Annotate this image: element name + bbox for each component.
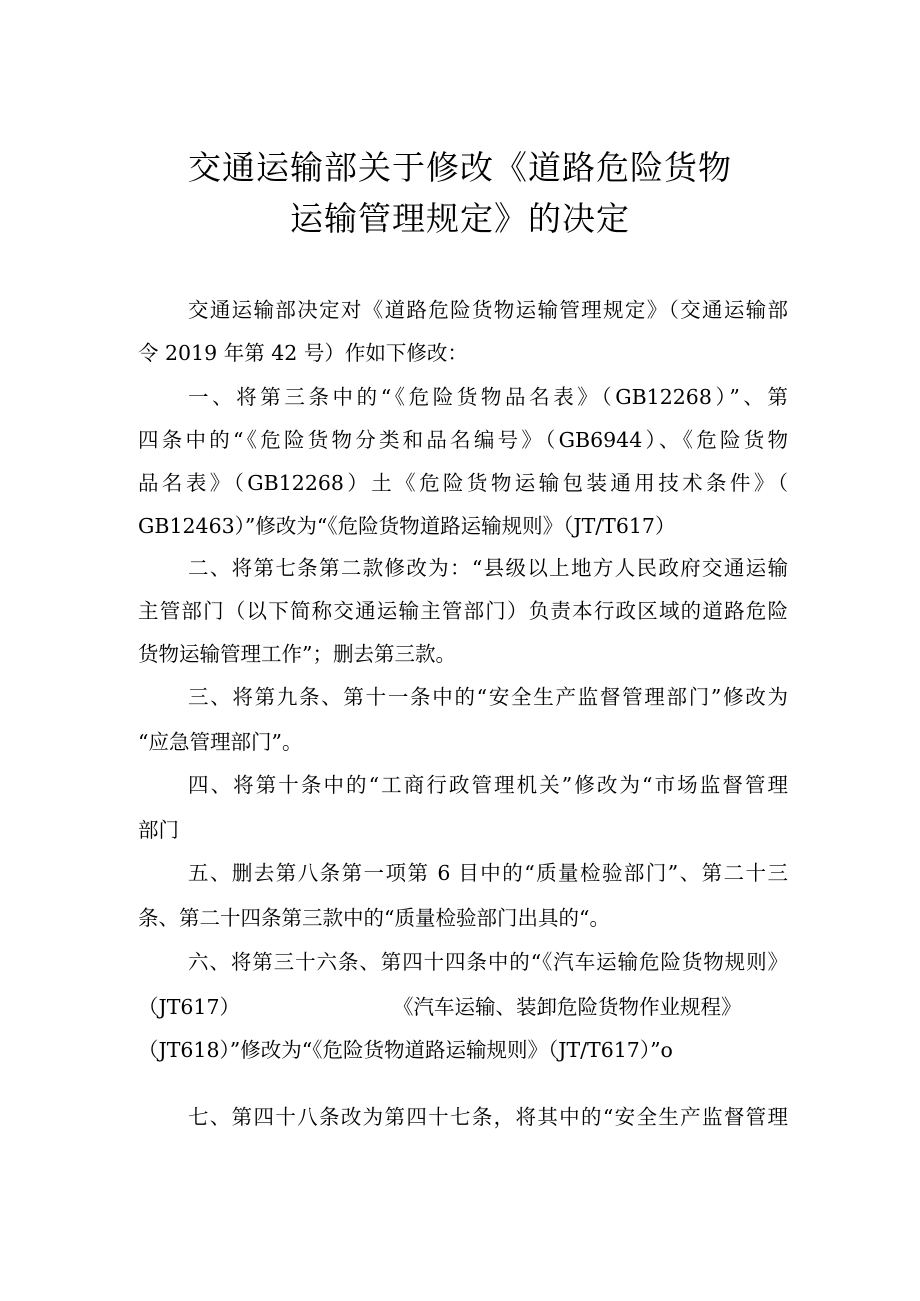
body-line: （JT617） xyxy=(138,995,241,1019)
body-line: 四条中的“《危险货物分类和品名编号》（GB6944）、《危险货物 xyxy=(138,428,788,452)
body-line: 七、第四十八条改为第四十七条，将其中的“安全生产监督管理 xyxy=(188,1105,788,1129)
body-line: 三、将第九条、第十一条中的“安全生产监督管理部门”修改为 xyxy=(188,685,788,709)
body-line: 主管部门（以下简称交通运输主管部门）负责本行政区域的道路危险 xyxy=(138,599,788,623)
body-line: 货物运输管理工作”；删去第三款。 xyxy=(138,642,456,666)
body-line: 《汽车运输、装卸危险货物作业规程》 xyxy=(393,995,742,1019)
body-line: （JT618）”修改为“《危险货物道路运输规则》（JT/T617）”o xyxy=(138,1038,673,1062)
body-line: 一、将第三条中的“《危险货物品名表》（GB12268）”、第 xyxy=(188,385,788,409)
body-line: GB12463）”修改为“《危险货物道路运输规则》（JT/T617） xyxy=(138,514,676,538)
document-title-line-2: 运输管理规定》的决定 xyxy=(290,199,630,238)
body-line: “应急管理部门”。 xyxy=(138,730,303,754)
body-line: 交通运输部决定对《道路危险货物运输管理规定》（交通运输部 xyxy=(188,298,788,322)
document-title-line-1: 交通运输部关于修改《道路危险货物 xyxy=(188,148,732,187)
body-line: 六、将第三十六条、第四十四条中的“《汽车运输危险货物规则》 xyxy=(188,950,788,974)
body-line: 令 2019 年第 42 号）作如下修改： xyxy=(138,341,468,365)
body-line: 部门 xyxy=(138,818,179,842)
body-line: 二、将第七条第二款修改为：“县级以上地方人民政府交通运输 xyxy=(188,556,788,580)
body-line: 四、将第十条中的“工商行政管理机关”修改为“市场监督管理 xyxy=(188,773,788,797)
body-line: 品名表》（GB12268）土《危险货物运输包装通用技术条件》（ xyxy=(138,471,788,495)
body-line: 五、删去第八条第一项第 6 目中的“质量检验部门”、第二十三 xyxy=(188,861,788,885)
body-line: 条、第二十四条第三款中的“质量检验部门出具的“。 xyxy=(138,906,610,930)
